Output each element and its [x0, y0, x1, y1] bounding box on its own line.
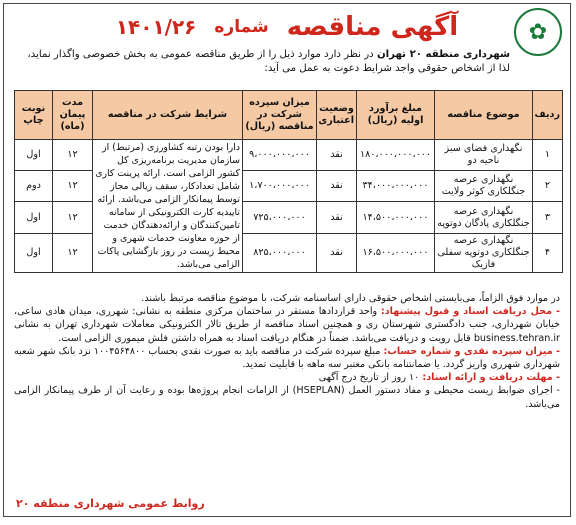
row-index: ۴ [533, 233, 563, 272]
row-estimate: ۱۶،۵۰۰،۰۰۰،۰۰۰ [357, 233, 435, 272]
row-subject: نگهداری عرصه جنگلکاری کوثر ولایت [435, 171, 533, 202]
row-print: اول [15, 140, 53, 171]
row-index: ۳ [533, 202, 563, 233]
row-print: دوم [15, 171, 53, 202]
detail-document-location [14, 305, 560, 345]
footer-public-relations: روابط عمومی شهرداری منطقه ۲۰ [16, 497, 205, 510]
table-row [15, 140, 563, 171]
tender-advertisement [3, 3, 571, 517]
ad-number-label: شماره [214, 17, 269, 37]
row-credit: نقد [317, 233, 357, 272]
tender-details [14, 292, 560, 411]
row-duration: ۱۲ [53, 202, 93, 233]
detail-deadline-text: ۱۰ روز از تاریخ درج آگهی [318, 372, 423, 384]
row-estimate: ۱۴،۵۰۰،۰۰۰،۰۰۰ [357, 202, 435, 233]
row-credit: نقد [317, 171, 357, 202]
row-deposit: ۷۲۵،۰۰۰،۰۰۰ [243, 202, 317, 233]
detail-legal-entities: در موارد فوق الزاماً، می‌بایستی اشخاص حقوقی دارای اساسنامه شرکت، با موضوع مناقصه مرتبط باشند. [141, 293, 560, 304]
col-header-subject: موضوع مناقصه [435, 91, 533, 140]
col-header-estimate: مبلغ برآورد اولیه (ریال) [357, 91, 435, 140]
row-duration: ۱۲ [53, 233, 93, 272]
detail-deposit-account-label: - میزان سپرده نقدی و شماره حساب: [383, 345, 560, 357]
col-header-deposit: میزان سپرده شرکت در مناقصه (ریال) [243, 91, 317, 140]
row-print: اول [15, 233, 53, 272]
detail-deadline [14, 371, 560, 384]
intro-line2: لذا از اشخاص حقوقی واجد شرایط دعوت به عمل می آید: [264, 63, 510, 74]
detail-hse: - اجرای ضوابط زیست محیطی و مفاد دستور العمل (HSEPLAN) از الزامات انجام پروژه‌ها بوده و رعایت آن از طرف پیمانکار الزامی می‌باشد. [14, 385, 561, 410]
col-header-index: ردیف [533, 91, 563, 140]
intro-line1: در نظر دارد موارد ذیل را از طریق مناقصه عمومی به بخش خصوصی واگذار نماید، [27, 49, 377, 60]
row-deposit: ۱،۷۰۰،۰۰۰،۰۰۰ [243, 171, 317, 202]
row-print: اول [15, 202, 53, 233]
row-duration: ۱۲ [53, 171, 93, 202]
row-index: ۱ [533, 140, 563, 171]
municipality-logo-icon: ✿ [514, 8, 562, 56]
title-row [4, 10, 570, 44]
row-subject: نگهداری عرصه جنگلکاری پادگان دوتوپه [435, 202, 533, 233]
ad-title: آگهی مناقصه [286, 12, 459, 42]
row-deposit: ۸۲۵،۰۰۰،۰۰۰ [243, 233, 317, 272]
detail-deadline-label: - مهلت دریافت و ارائه اسناد: [422, 372, 560, 384]
col-header-print: نوبت چاپ [15, 91, 53, 140]
col-header-conditions: شرایط شرکت در مناقصه [93, 91, 243, 140]
intro-organization: شهرداری منطقه ۲۰ تهران [376, 49, 510, 60]
row-credit: نقد [317, 202, 357, 233]
row-credit: نقد [317, 140, 357, 171]
row-subject: نگهداری فضای سبز ناحیه دو [435, 140, 533, 171]
detail-document-location-label: - محل دریافت اسناد و قبول پیشنهاد: [380, 306, 561, 318]
row-subject: نگهداری عرصه جنگلکاری دوتوپه سفلی فازیک [435, 233, 533, 272]
tender-table [14, 90, 563, 273]
detail-deposit-account-text: مبلغ سپرده شرکت در مناقصه باید به صورت نقدی بحساب ۱۰۰۴۵۶۴۸۰۰ نزد بانک شهر شعبه شهرداری شهرری واریز گردد. یا ضمانتنامه بانکی معتبر سه ماهه با قابلیت تمدید. [14, 345, 560, 371]
row-estimate: ۳۴،۰۰۰،۰۰۰،۰۰۰ [357, 171, 435, 202]
detail-deposit-account [14, 345, 560, 371]
row-index: ۲ [533, 171, 563, 202]
row-deposit: ۹،۰۰۰،۰۰۰،۰۰۰ [243, 140, 317, 171]
row-estimate: ۱۸۰،۰۰۰،۰۰۰،۰۰۰ [357, 140, 435, 171]
row-duration: ۱۲ [53, 140, 93, 171]
col-header-credit: وضعیت اعتباری [317, 91, 357, 140]
col-header-duration: مدت پیمان (ماه) [53, 91, 93, 140]
intro-text [14, 48, 510, 76]
row-conditions: دارا بودن رتبه کشاورزی (مرتبط) از سازمان مدیریت برنامه‌ریزی کل کشور الزامی است. ارائه پرینت کاری شامل تعدادکار، سقف ریالی مجاز توسط پیمانکار الزامی می‌باشد. ارائه تاییدیه کارت الکترونیکی از سامانه تامین‌کنندگان و ارائه‌دهندگان خدمت از حوزه معاونت خدمات شهری و محیط زیست در روز بازگشایی پاکات الزامی می‌باشد. [93, 140, 243, 273]
table-header-row [15, 91, 563, 140]
ad-number-value: ۱۴۰۱/۲۶ [115, 15, 197, 39]
detail-document-location-text: واحد قراردادها مستقر در ساختمان مرکزی منطقه به نشانی: شهرری، میدان هادی ساعی، خیابان شهرداری، جنب دادگستری شهرستان ری و همچنین اسناد مناقصه از طریق تالار الکترونیکی معاملات شهرداری تهران به نشانی business.tehran.ir قابل رویت و دریافت می‌باشد. ضمناً در هنگام دریافت اسناد به همراه داشتن فلش میموری الزامی است. [14, 306, 560, 344]
